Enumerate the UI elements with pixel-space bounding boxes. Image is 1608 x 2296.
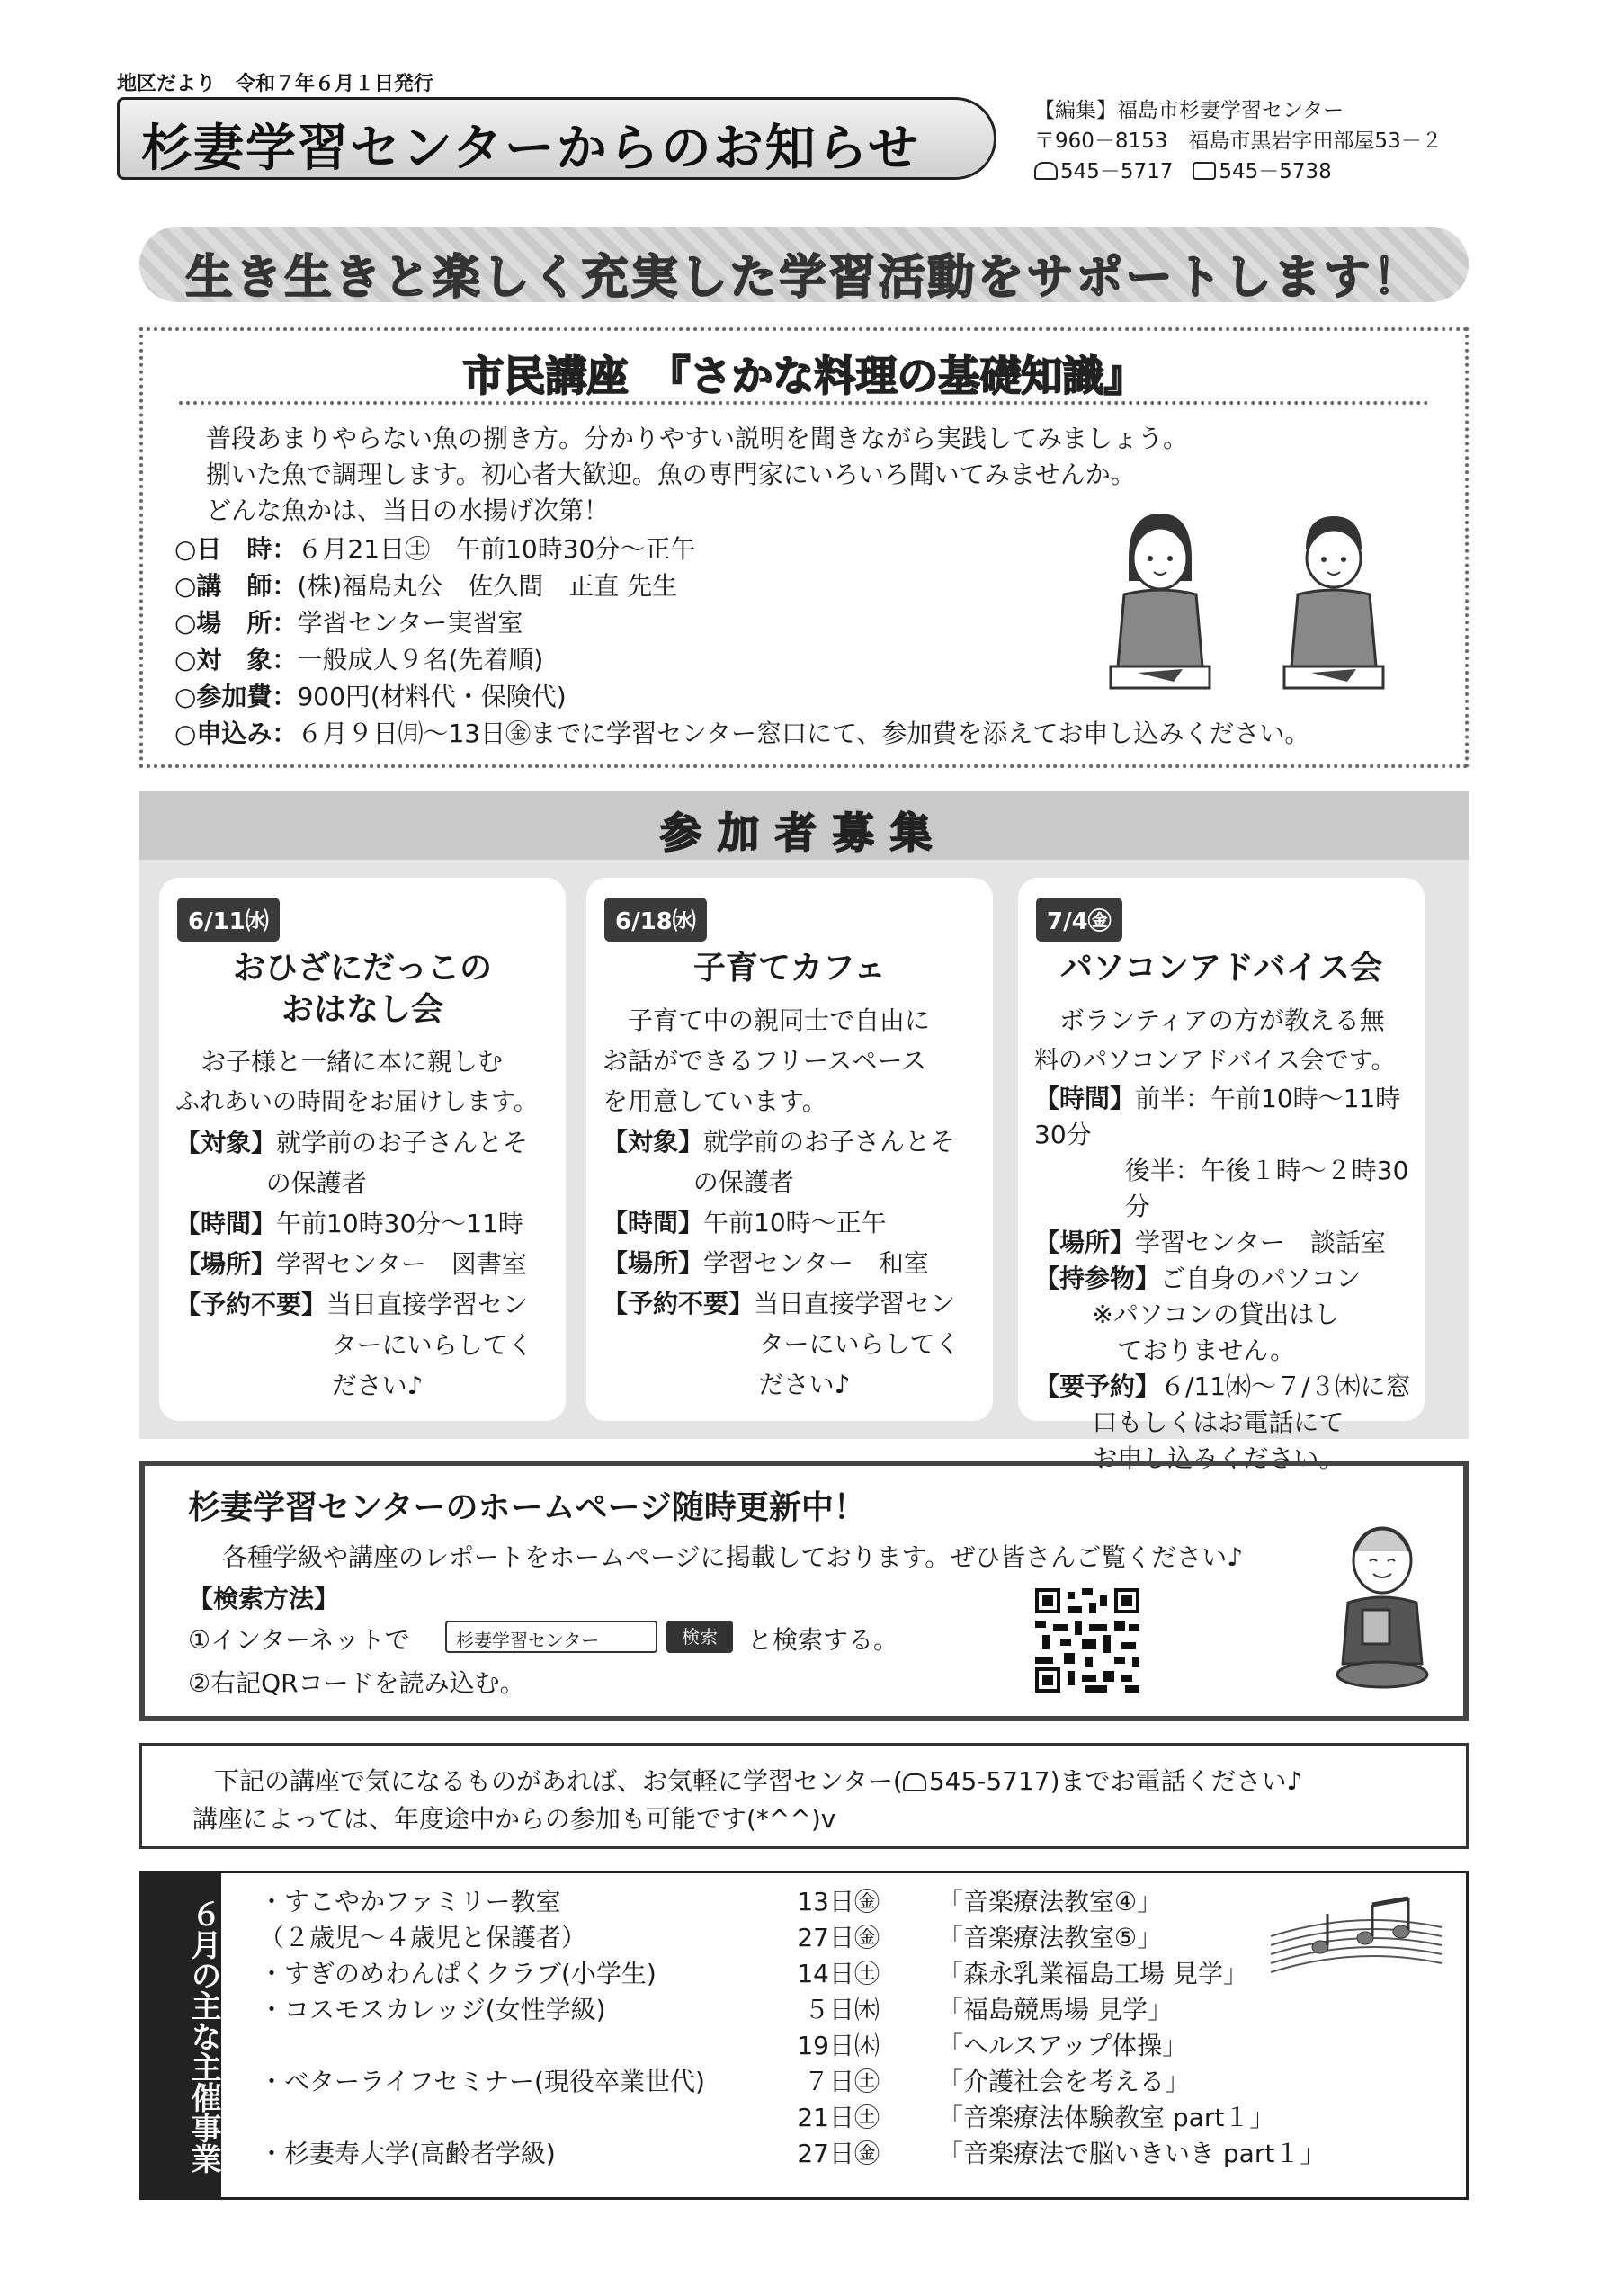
lecture-title: 市民講座 『さかな料理の基礎知識』	[462, 352, 1146, 400]
homepage-box	[139, 1461, 1469, 1721]
fax-number: 545－5738	[1219, 160, 1332, 183]
june-event-name: ・すぎのめわんぱくクラブ(小学生)	[259, 1959, 657, 1988]
june-event-name: ・ベターライフセミナー(現役卒業世代)	[259, 2067, 705, 2096]
fax-icon	[1193, 162, 1216, 180]
june-event-day: 27日㊎	[797, 1923, 880, 1952]
june-event-day: 19日㈭	[797, 2031, 880, 2060]
call-phone: 545-5717	[928, 1766, 1050, 1796]
june-event-day: ５日㈭	[803, 1995, 880, 2024]
june-events-box	[139, 1871, 1469, 2200]
call-line-1: 下記の講座で気になるものがあれば、お気軽に学習センター( 545-5717)までお電話ください♪	[214, 1766, 1303, 1796]
recruit-header	[139, 791, 1469, 860]
detail-fee: ○参加費：900円(材料代・保険代)	[174, 682, 567, 711]
june-event-desc: 「音楽療法で脳いきいき part１」	[938, 2139, 1326, 2168]
event-card-storytime	[159, 878, 566, 1421]
contact-line	[1034, 156, 1443, 187]
june-event-day: ７日㊏	[803, 2067, 880, 2096]
editor-line: 【編集】福島市杉妻学習センター	[1034, 99, 1344, 122]
slogan-text: 生き生きと楽しく充実した学習活動をサポートします！	[185, 251, 1423, 305]
detail-place: ○場 所：学習センター実習室	[174, 608, 523, 638]
lecture-divider	[179, 401, 1429, 405]
detail-target: ○対 象：一般成人９名(先着順)	[174, 645, 544, 675]
issue-line: 地区だより 令和７年６月１日発行	[117, 73, 434, 95]
event-date: 7/4㊎	[1036, 898, 1122, 942]
event-body: お子様と一緒に本に親しむ ふれあいの時間をお届けします。 【対象】就学前のお子さんとそ の保護者 【時間】午前10時30分～11時 【場所】学習センター 図書室 【予約不要】当日直接学習セン ターにいらしてく ださい♪	[175, 1047, 538, 1400]
lecture-intro	[206, 421, 1188, 529]
lecture-intro-line: 普段あまりやらない魚の捌き方。分かりやすい説明を聞きながら実践してみましょう。	[206, 424, 1189, 453]
qr-code[interactable]	[1035, 1588, 1139, 1693]
call-notice-box	[139, 1743, 1469, 1849]
music-notes-icon	[1266, 1891, 1446, 1981]
editor-block	[1034, 95, 1443, 187]
june-event-desc: 「音楽療法体験教室 part１」	[938, 2103, 1275, 2132]
search-input[interactable]: 杉妻学習センター	[445, 1621, 657, 1653]
june-event-name: ・コスモスカレッジ(女性学級)	[259, 1995, 606, 2024]
june-event-day: 14日㊏	[797, 1959, 880, 1988]
phone-icon	[1034, 162, 1058, 180]
june-event-day: 13日㊎	[797, 1887, 880, 1916]
female-cook-illustration	[1102, 509, 1219, 698]
search-step-2: ②右記QRコードを読み込む。	[188, 1668, 525, 1698]
slogan-banner	[139, 227, 1469, 305]
event-date: 6/18㈬	[604, 898, 707, 942]
june-event-desc: 「福島競馬場 見学」	[938, 1995, 1173, 2024]
june-event-desc: 「介護社会を考える」	[938, 2067, 1191, 2096]
lecture-box	[139, 327, 1469, 768]
detail-lecturer: ○講 師：(株)福島丸公 佐久間 正直 先生	[174, 571, 678, 601]
june-event-desc: 「ヘルスアップ体操」	[938, 2031, 1188, 2060]
event-card-parenting-cafe	[586, 878, 993, 1421]
homepage-desc: 各種学級や講座のレポートをホームページに掲載しております。ぜひ皆さんご覧ください♪	[222, 1542, 1244, 1572]
event-card-pc-advice	[1018, 878, 1425, 1473]
june-event-desc: 「森永乳業福島工場 見学」	[938, 1959, 1248, 1988]
june-event-day: 27日㊎	[797, 2139, 880, 2168]
june-event-name: （２歳児～４歳児と保護者）	[259, 1923, 587, 1952]
detail-datetime: ○日 時：６月21日㊏ 午前10時30分～正午	[174, 534, 696, 564]
june-event-desc: 「音楽療法教室④」	[938, 1887, 1163, 1916]
june-events-side-label: ６月の主な主催事業	[142, 1873, 221, 2197]
search-button[interactable]: 検索	[666, 1621, 733, 1653]
search-step-1-suffix: と検索する。	[747, 1625, 899, 1655]
title-banner	[117, 97, 996, 180]
june-event-name: ・杉妻寿大学(高齢者学級)	[259, 2139, 556, 2168]
lecture-intro-line: 捌いた魚で調理します。初心者大歓迎。魚の専門家にいろいろ聞いてみませんか。	[206, 460, 1136, 489]
search-method-label: 【検索方法】	[188, 1584, 340, 1613]
event-date: 6/11㈬	[177, 898, 280, 942]
event-body: 子育て中の親同士で自由に お話ができるフリースペース を用意しています。 【対象】就学前のお子さんとそ の保護者 【時間】午前10時～正午 【場所】学習センター 和室 【予約不要】当日直接学習セン ターにいらしてく ださい♪	[603, 1005, 960, 1399]
search-step-1: ①インターネットで	[188, 1625, 410, 1655]
male-cook-illustration	[1275, 509, 1392, 698]
detail-apply: ○申込み：６月９日㈪～13日㊎までに学習センター窓口にて、参加費を添えてお申し込みください。	[174, 719, 1310, 748]
recruit-header-text: 参加者募集	[660, 809, 948, 857]
phone-icon	[903, 1773, 926, 1791]
event-title: おひざにだっこの おはなし会	[232, 950, 492, 1028]
page-title: 杉妻学習センターからのお知らせ	[141, 120, 921, 178]
event-body: ボランティアの方が教える無 料のパソコンアドバイス会です。 【時間】前半：午前10時～11時30分 後半：午後１時～２時30分 【場所】学習センター 談話室 【持参物】ご自身のパソコン ※パソコンの貸出はし ておりません。 【要予約】６/11㈬～７/３㈭に窓 口もしくはお電話にて お申し込みください。	[1034, 1005, 1411, 1473]
call-line-2: 講座によっては、年度途中からの参加も可能です(*^^)v	[192, 1804, 836, 1834]
event-title: パソコンアドバイス会	[1059, 950, 1383, 987]
phone-number: 545－5717	[1060, 160, 1174, 183]
june-event-desc: 「音楽療法教室⑤」	[938, 1923, 1163, 1952]
recruit-section	[139, 791, 1469, 1473]
event-title: 子育てカフェ	[692, 950, 887, 987]
june-event-name: ・すこやかファミリー教室	[259, 1887, 561, 1916]
address-line: 〒960－8153 福島市黒岩字田部屋53－２	[1034, 130, 1443, 153]
reading-man-illustration	[1328, 1520, 1436, 1691]
june-event-day: 21日㊏	[797, 2103, 880, 2132]
lecture-intro-line: どんな魚かは、当日の水揚げ次第！	[206, 496, 610, 525]
homepage-title: 杉妻学習センターのホームページ随時更新中！	[188, 1489, 866, 1526]
